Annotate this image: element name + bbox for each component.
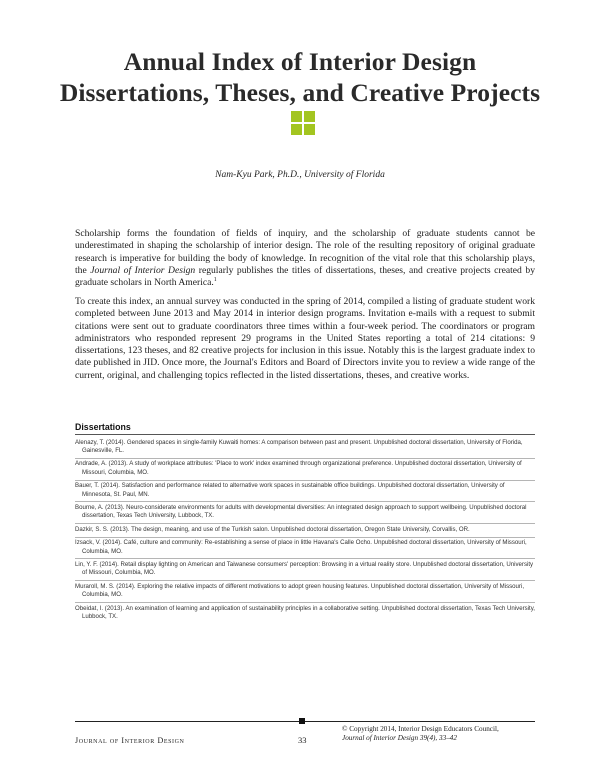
logo-tile (291, 124, 302, 135)
page-number: 33 (298, 735, 307, 745)
intro-text-b: regularly publishes the titles of dissertations, theses, and creative projects created by graduate scholars in North America. (75, 264, 535, 289)
list-item: Muraroll, M. S. (2014). Exploring the relative impacts of different motivations to adopt green housing features. Unpublished doctoral dissertation, University of Missouri, Columbia, MO. (75, 581, 535, 603)
intro-paragraph-1 (75, 228, 535, 289)
intro-paragraph-2: To create this index, an annual survey was conducted in the spring of 2014, compiled a listing of graduate student work completed between June 2013 and May 2014 in interior design programs. Invitation e-mails with a request to submit citations were sent out to graduate coordinators three times within a four-week period. The coordinators or program administrators who responded represent 29 programs in the United States reporting a total of 214 citations: 9 dissertations, 123 theses, and 82 creative projects for inclusion in this issue. Notably this is the largest graduate index to date published in JID. Once more, the Journal's Editors and Board of Directors invite you to review a wide range of the current, original, and challenging topics reflected in the listed dissertations, theses, and creative works. (75, 296, 535, 381)
list-item: Andrade, A. (2013). A study of workplace attributes: 'Place to work' index examined through organizational preference. Unpublished doctoral dissertation, University of Missouri, Columbia, MO. (75, 459, 535, 481)
journal-name: Journal of Interior Design (90, 264, 196, 276)
list-item: Obeidat, I. (2013). An examination of learning and application of sustainability principles in a collaborative setting. Unpublished doctoral dissertation, Texas Tech University, Lubbock, TX. (75, 604, 535, 620)
author-line: Nam-Kyu Park, Ph.D., University of Florida (215, 170, 385, 180)
list-item: Bourne, A. (2013). Neuro-considerate environments for adults with developmental diversities: An integrated design approach to support wellbeing. Unpublished doctoral dissertation, Texas Tech University, Lubbock, TX. (75, 502, 535, 524)
copyright-line: © Copyright 2014, Interior Design Educators Council, (342, 725, 499, 733)
footnote-marker[interactable]: 1 (213, 277, 217, 283)
title-line-1: Annual Index of Interior Design (123, 47, 477, 76)
section-divider (75, 434, 535, 435)
article-title (40, 46, 560, 108)
footer-marker-icon (299, 718, 305, 724)
footer-journal-name: Journal of Interior Design (75, 736, 185, 745)
dissertation-list (75, 437, 535, 624)
footer-copyright (342, 725, 542, 744)
intro-text-a: Scholarship forms the foundation of fields of inquiry, and the scholarship of graduate students cannot be underestimated in shaping the scholarship of interior design. The role of the resulting repository of original graduate research is imperative for building the body of knowledge. In recognition of the vital role that this scholarship plays, the (75, 228, 535, 276)
list-item: Dazkir, S. S. (2013). The design, meaning, and use of the Turkish salon. Unpublished doctoral dissertation, Oregon State University, Corvallis, OR. (75, 524, 535, 537)
citation-line: Journal of Interior Design 39(4), 33–42 (342, 734, 457, 743)
list-item: Bauer, T. (2014). Satisfaction and performance related to alternative work spaces in sustainable office buildings. Unpublished doctoral dissertation, University of Minnesota, St. Paul, MN. (75, 481, 535, 503)
journal-logo-icon (291, 111, 315, 135)
logo-tile (304, 124, 315, 135)
list-item: Izsack, V. (2014). Café, culture and community: Re-establishing a sense of place in little Havana's Calle Ocho. Unpublished doctoral dissertation, University of Missouri, Columbia, MO. (75, 538, 535, 560)
section-heading-dissertations: Dissertations (75, 422, 131, 432)
logo-tile (291, 111, 302, 122)
footer-divider (75, 721, 535, 722)
list-item: Lin, Y. F. (2014). Retail display lighting on American and Taiwanese consumers' perception: Browsing in a virtual reality store. Unpublished doctoral dissertation, University of Missouri, Columbia, MO. (75, 559, 535, 581)
logo-tile (304, 111, 315, 122)
list-item: Alenazy, T. (2014). Gendered spaces in single-family Kuwaiti homes: A comparison between past and present. Unpublished doctoral dissertation, University of Florida, Gainesville, FL. (75, 437, 535, 459)
title-line-2: Dissertations, Theses, and Creative Projects (59, 78, 541, 107)
